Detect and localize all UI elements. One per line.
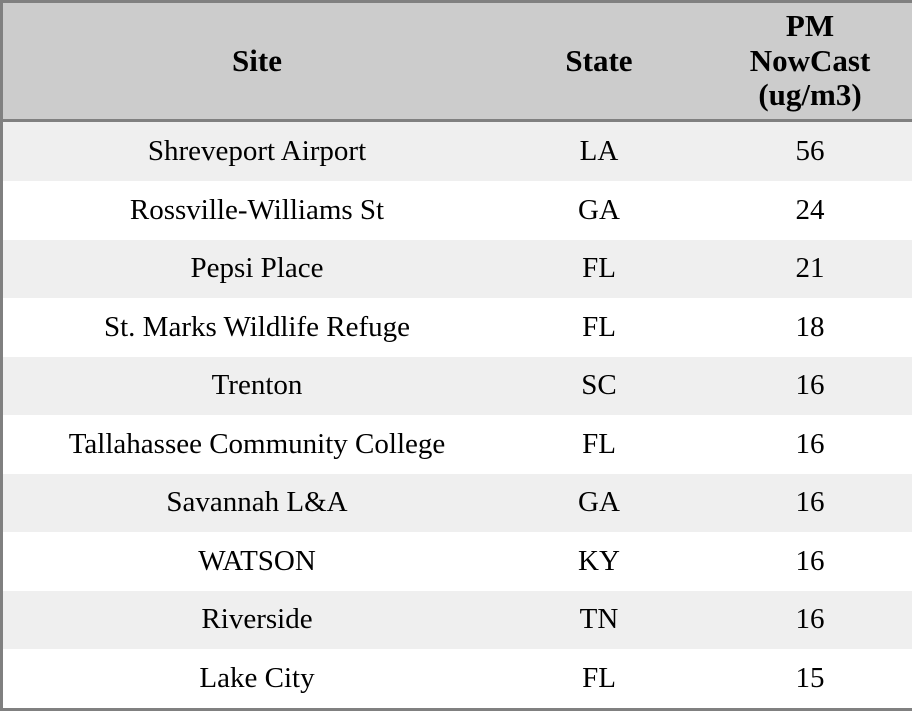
cell-state: SC <box>511 357 687 416</box>
table-header-row <box>3 3 912 121</box>
table-row <box>3 474 912 533</box>
cell-state: TN <box>511 591 687 650</box>
cell-site: Trenton <box>3 357 511 416</box>
table-header <box>3 3 912 121</box>
cell-value: 16 <box>687 532 912 591</box>
cell-value: 21 <box>687 240 912 299</box>
table-row <box>3 649 912 708</box>
table-row <box>3 240 912 299</box>
column-header-site: Site <box>3 3 511 121</box>
cell-site: Pepsi Place <box>3 240 511 299</box>
cell-state: FL <box>511 649 687 708</box>
cell-value: 16 <box>687 591 912 650</box>
cell-site: Shreveport Airport <box>3 121 511 182</box>
table-row <box>3 357 912 416</box>
cell-site: Riverside <box>3 591 511 650</box>
cell-site: Lake City <box>3 649 511 708</box>
cell-state: GA <box>511 181 687 240</box>
cell-site: Savannah L&A <box>3 474 511 533</box>
cell-value: 15 <box>687 649 912 708</box>
column-header-pm-nowcast <box>687 3 912 121</box>
table-row <box>3 415 912 474</box>
cell-site: Tallahassee Community College <box>3 415 511 474</box>
cell-site: St. Marks Wildlife Refuge <box>3 298 511 357</box>
cell-state: KY <box>511 532 687 591</box>
cell-value: 16 <box>687 357 912 416</box>
cell-site: Rossville-Williams St <box>3 181 511 240</box>
column-header-pm-nowcast-line1: PM <box>785 8 835 43</box>
cell-state: FL <box>511 298 687 357</box>
cell-value: 56 <box>687 121 912 182</box>
table-row <box>3 121 912 182</box>
air-quality-table <box>3 3 912 708</box>
cell-value: 16 <box>687 415 912 474</box>
column-header-pm-nowcast-line3: (ug/m3) <box>758 77 862 113</box>
cell-state: LA <box>511 121 687 182</box>
cell-site: WATSON <box>3 532 511 591</box>
cell-state: GA <box>511 474 687 533</box>
table-row <box>3 532 912 591</box>
cell-value: 24 <box>687 181 912 240</box>
cell-state: FL <box>511 240 687 299</box>
cell-value: 16 <box>687 474 912 533</box>
cell-state: FL <box>511 415 687 474</box>
table-body <box>3 121 912 708</box>
cell-value: 18 <box>687 298 912 357</box>
column-header-state: State <box>511 3 687 121</box>
table-row <box>3 591 912 650</box>
table-row <box>3 298 912 357</box>
table-row <box>3 181 912 240</box>
column-header-pm-nowcast-line2: NowCast <box>749 42 871 78</box>
